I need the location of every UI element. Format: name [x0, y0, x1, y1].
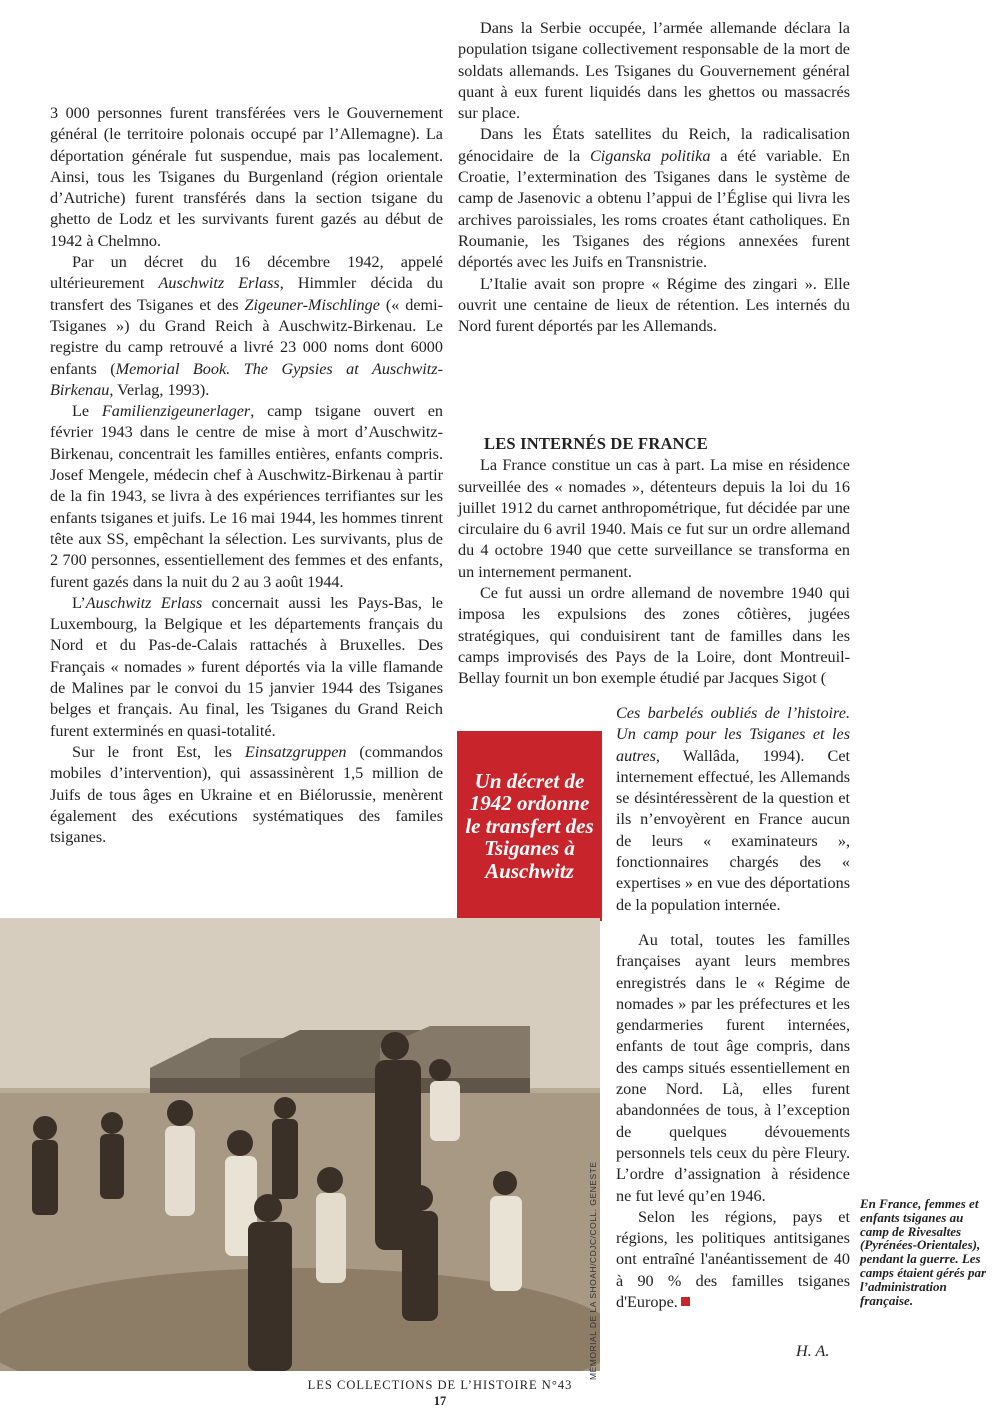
paragraph: Sur le front Est, les Einsatzgruppen (commandos mobiles d’intervention), qui assassinèrent 1,5 million de Juifs de tous âges en Ukraine et en Biélorussie, menèrent également des exécutions systématiques des familes tsiganes. — [50, 742, 443, 847]
pull-quote: Un décret de 1942 ordonne le transfert des Tsiganes à Auschwitz — [457, 731, 602, 921]
paragraph: 3 000 personnes furent transférées vers le Gouvernement général (le territoire polonais occupé par l’Allemagne). La déportation générale fut suspendue, mais pas localement. Ainsi, tous les Tsiganes du Burgenland (région orientale d’Autriche) furent transférés dans la section tsigane du ghetto de Lodz et les survivants furent gazés au début de 1942 à Chelmno. — [50, 104, 443, 250]
author-signature: H. A. — [796, 1342, 830, 1360]
paragraph: Le Familienzigeunerlager, camp tsigane ouvert en février 1943 dans le centre de mise à mort d’Auschwitz-Birkenau, concentrait les familles entières, enfants compris. Josef Mengele, médecin chef à Auschwitz-Birkenau à partir de la fin 1943, se livra à des expériences terrifiantes sur les enfants tsiganes et juifs. Le 16 mai 1944, les hommes tinrent tête aux SS, empêchant la sélection. Les survivants, plus de 2 700 personnes, essentiellement des femmes et des enfants, furent gazés dans la nuit du 2 au 3 août 1944. — [50, 402, 443, 591]
paragraph: Dans les États satellites du Reich, la radicalisation génocidaire de la Ciganska politika a été variable. En Croatie, l’extermination des Tsiganes dans le système de camp de Jasenovic a obtenu l’appui de l’Église qui livra les archives paroissiales, les roms croates étant catholiques. En Roumanie, les Tsiganes des régions annexées furent déportés avec les Juifs en Transnistrie. — [458, 125, 850, 272]
paragraph: Au total, toutes les familles françaises ayant leurs membres enregistrés dans le « Régime de nomades » par les préfectures et les gendarmeries furent internées, enfants de tout âge compris, dans des camps situés essentiellement en zone Nord. Là, elles furent abandonnées de tous, à l’exception de quelques dévouements personnels tels ceux du père Fleury. L’ordre d’assignation à résidence ne fut levé qu’en 1946. — [616, 931, 850, 1205]
photo-caption: En France, femmes et enfants tsiganes au camp de Rivesaltes (Pyrénées-Orientales), pendant la guerre. Les camps étaient gérés par l’administration française. — [860, 1196, 987, 1308]
right-column-bottom — [616, 930, 850, 1313]
left-column — [50, 103, 443, 848]
section-heading: LES INTERNÉS DE FRANCE — [484, 434, 708, 453]
right-column — [458, 18, 850, 337]
paragraph: Selon les régions, pays et régions, les politiques antitsiganes ont entraîné l'anéantissement de 40 à 90 % des familles tsiganes d'Europe. — [616, 1207, 850, 1312]
paragraph: Dans la Serbie occupée, l’armée allemande déclara la population tsigane collectivement responsable de la mort de soldats allemands. Les Tsiganes du Gouvernement général quant à eux furent liquidés dans les ghettos ou massacrés sur place. — [458, 19, 850, 123]
photo-credit: MÉMORIAL DE LA SHOAH/CDJC/COLL. GENESTE — [588, 1161, 598, 1380]
paragraph: Par un décret du 16 décembre 1942, appelé ultérieurement Auschwitz Erlass, Himmler décida du transfert des Tsiganes et des Zigeuner-Mischlinge (« demi-Tsiganes ») du Grand Reich à Auschwitz-Birkenau. Le registre du camp retrouvé a livré 23 000 noms dont 6000 enfants (Memorial Book. The Gypsies at Auschwitz-Birkenau, Verlag, 1993). — [50, 253, 443, 399]
paragraph: L’Auschwitz Erlass concernait aussi les Pays-Bas, le Luxembourg, la Belgique et les départements français du Nord et du Pas-de-Calais rattachés à Bruxelles. Des Français « nomades » furent déportés via la ville flamande de Malines par le convoi du 15 janvier 1944 des Tsiganes belges et français. Au final, les Tsiganes du Grand Reich furent exterminés en quasi-totalité. — [50, 593, 443, 740]
page-number: 17 — [433, 1394, 447, 1408]
paragraph: La France constitue un cas à part. La mise en résidence surveillée des « nomades », détenteurs depuis la loi du 16 juillet 1912 du carnet anthropométrique, fut décidée par une circulaire du 6 avril 1940. Mais ce fut sur un ordre allemand du 4 octobre 1940 que cette surveillance se transforma en un internement permanent. — [458, 456, 850, 581]
archival-photo — [0, 918, 600, 1371]
paragraph-continued: Ces barbelés oubliés de l’histoire. Un camp pour les Tsiganes et les autres, Wallâda, 1994). Cet internement effectué, les Allemands se désintéressèrent de la question et ils n’envoyèrent en France aucun de leurs « examinateurs », fonctionnaires chargés des « expertises » en vue des déportations de la population internée. — [616, 704, 850, 914]
footer-publication: LES COLLECTIONS DE L’HISTOIRE N°43 — [307, 1378, 573, 1392]
paragraph: Ce fut aussi un ordre allemand de novembre 1940 qui imposa les expulsions des zones côtières, jugées stratégiques, qui conduisirent tant de familles dans les camps improvisés des Pays de la Loire, dont Montreuil-Bellay fournit un bon exemple étudié par Jacques Sigot ( — [458, 584, 850, 688]
end-mark — [681, 1297, 690, 1306]
photo-illustration — [0, 918, 600, 1371]
section-france — [458, 433, 850, 690]
paragraph: L’Italie avait son propre « Régime des zingari ». Elle ouvrit une centaine de lieux de rétention. Les internés du Nord furent déportés par les Allemands. — [458, 274, 850, 336]
right-column-narrow — [616, 703, 850, 916]
